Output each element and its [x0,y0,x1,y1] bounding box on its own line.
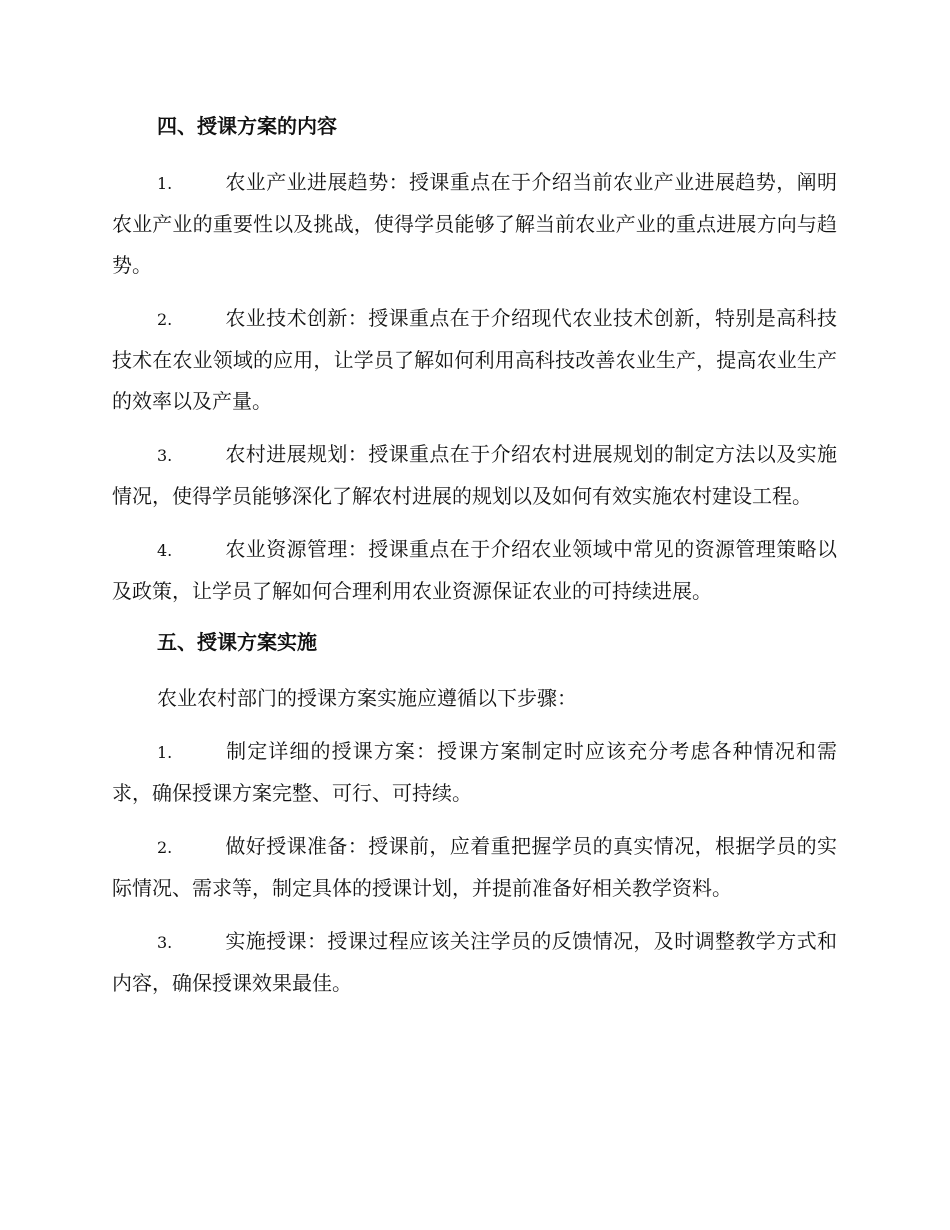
item-text: 制定详细的授课方案：授课方案制定时应该充分考虑各种情况和需求，确保授课方案完整、可行、可持续。 [112,739,837,805]
section-5-item-2 [112,826,837,909]
section-4-heading: 四、授课方案的内容 [157,114,337,138]
item-text: 做好授课准备：授课前，应着重把握学员的真实情况，根据学员的实际情况、需求等，制定具体的授课计划，并提前准备好相关教学资料。 [112,834,837,900]
item-number: 1. [157,174,173,193]
section-4-item-3 [112,434,837,517]
item-text: 实施授课：授课过程应该关注学员的反馈情况，及时调整教学方式和内容，确保授课效果最佳。 [112,929,837,995]
section-5-intro: 农业农村部门的授课方案实施应遵循以下步骤： [157,686,577,710]
item-text: 农业产业进展趋势：授课重点在于介绍当前农业产业进展趋势，阐明农业产业的重要性以及挑战，使得学员能够了解当前农业产业的重点进展方向与趋势。 [112,170,837,277]
section-5-item-3 [112,921,837,1004]
document-body [112,108,837,1016]
section-4-item-4 [112,529,837,612]
item-number: 1. [157,743,173,762]
section-5-item-1 [112,731,837,814]
item-number: 2. [157,310,173,329]
item-text: 农业技术创新：授课重点在于介绍现代农业技术创新，特别是高科技技术在农业领域的应用，让学员了解如何利用高科技改善农业生产，提高农业生产的效率以及产量。 [112,306,837,413]
item-text: 农村进展规划：授课重点在于介绍农村进展规划的制定方法以及实施情况，使得学员能够深化了解农村进展的规划以及如何有效实施农村建设工程。 [112,442,837,508]
section-4-item-2 [112,298,837,422]
item-number: 3. [157,933,173,952]
section-4-item-1 [112,162,837,286]
item-number: 2. [157,838,173,857]
item-number: 3. [157,446,173,465]
item-number: 4. [157,541,173,560]
item-text: 农业资源管理：授课重点在于介绍农业领域中常见的资源管理策略以及政策，让学员了解如何合理利用农业资源保证农业的可持续进展。 [112,537,837,603]
section-5-heading: 五、授课方案实施 [157,630,317,654]
